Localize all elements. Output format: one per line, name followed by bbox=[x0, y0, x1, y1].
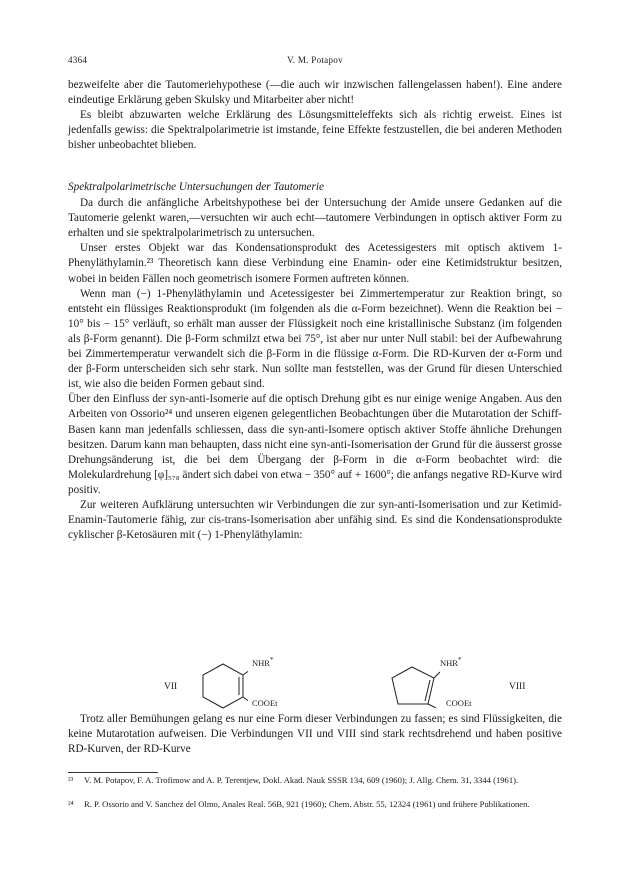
structure-label-viii: VIII bbox=[509, 682, 526, 692]
footnote-23 bbox=[68, 775, 562, 786]
paragraph: Da durch die anfängliche Arbeitshypothese bei der Untersuchung der Amide unsere Gedanken auf die Tautomerie gelenkt waren,—versuchten wir auch echt—tautomere Verbindungen in optisch aktiver Form zu erhalten und sie spektralpolarimetrisch zu untersuchen. bbox=[68, 197, 562, 240]
section-heading: Spektralpolarimetrische Untersuchungen der Tautomerie bbox=[68, 181, 324, 193]
nhr-group-vii: NHR* bbox=[252, 656, 274, 668]
running-head: V. M. Potapov bbox=[287, 55, 343, 65]
footnote-marker: ²³ bbox=[68, 775, 74, 785]
intro-text-block bbox=[68, 78, 562, 153]
closing-text-block bbox=[68, 712, 562, 757]
ester-group-viii: COOEt bbox=[446, 698, 472, 708]
footnote-24 bbox=[68, 799, 562, 810]
paragraph: Trotz aller Bemühungen gelang es nur eine Form dieser Verbindungen zu fassen; es sind Flüssigkeiten, die keine Mutarotation aufweisen. Die Verbindungen VII und VIII sind stark rechtsdrehend und haben positive RD-Kurven, der RD-Kurve bbox=[68, 713, 562, 756]
paragraph: Unser erstes Objekt war das Kondensationsprodukt des Acetessigesters mit optisch aktivem 1-Phenyläthylamin.²³ Theoretisch kann diese Verbindung eine Enamin- oder eine Ketimidstruktur besitzen, wobei in beiden Fällen noch geometrisch isomere Formen auftreten können. bbox=[68, 242, 562, 285]
paragraph: Wenn man (−) 1-Phenyläthylamin und Acetessigester bei Zimmertemperatur zur Reaktion bringt, so entsteht ein flüssiges Reaktionsprodukt (im folgenden als die α-Form bezeichnet). Wenn die Reaktion bei − 10° bis − 15° verläuft, so erhält man ausser der Flüssigkeit noch eine kristallinische Substanz (im folgenden als β-Form genannt). Die β-Form schmilzt etwa bei 75°, ist aber nur unter Null stabil: bei der Aufbewahrung bei Zimmertemperatur verwandelt sich die β-Form in die flüssige α-Form. Die RD-Kurven der α-Form und der β-Form unterscheiden sich sehr stark. Nun sollte man feststellen, was der Grund für diesen Unterschied ist, wie also die beiden Formen gebaut sind. bbox=[68, 287, 562, 391]
page-number: 4364 bbox=[68, 55, 88, 65]
paragraph: bezweifelte aber die Tautomeriehypothese (—die auch wir inzwischen fallengelassen haben!). Eine andere eindeutige Erklärung geben Skulsky und Mitarbeiter aber nicht! bbox=[68, 79, 562, 107]
page-header bbox=[68, 55, 562, 69]
footnote-marker: ²⁴ bbox=[68, 799, 74, 809]
chemical-structures bbox=[68, 656, 562, 712]
structure-label-vii: VII bbox=[164, 682, 178, 692]
paragraph: Zur weiteren Aufklärung untersuchten wir Verbindungen die zur syn-anti-Isomerisation und zur Ketimid-Enamin-Tautomerie fähig, zur cis-trans-Isomerisation aber unfähig sind. Es sind die Kondensationsprodukte cyklischer β-Ketosäuren mit (−) 1-Phenyläthylamin: bbox=[68, 498, 562, 542]
footnote-text: R. P. Ossorio and V. Sanchez del Olmo, Anales Real. 56B, 921 (1960); Chem. Abstr. 55, 12324 (1961) und frühere Publikationen. bbox=[84, 799, 530, 809]
section-text-block bbox=[68, 180, 562, 543]
ester-group-vii: COOEt bbox=[252, 698, 278, 708]
cyclohexene-ring-icon bbox=[198, 662, 248, 710]
nhr-group-viii: NHR* bbox=[440, 656, 462, 668]
footnote-text: V. M. Potapov, F. A. Trofimow and A. P. Terentjew, Dokl. Akad. Nauk SSSR 134, 609 (1960); J. Allg. Chem. 31, 3344 (1961). bbox=[84, 775, 519, 785]
footnote-divider bbox=[68, 772, 158, 773]
cyclopentene-ring-icon bbox=[390, 664, 440, 708]
paragraph: Über den Einfluss der syn-anti-Isomerie auf die optisch Drehung gibt es nur einige wenige Angaben. Aus den Arbeiten von Ossorio²⁴ und unseren eigenen gelegentlichen Beobachtungen über die Mutarotation der Schiff-Basen kann man jedenfalls schliessen, dass die syn-anti-Isomere optisch aktiver Stoffe ähnliche Drehungen besitzen. Darum kann man behaupten, dass nicht eine syn-anti-Isomerisation der Grund für die äusserst grosse Drehungsänderung ist, die bei dem Übergang der β-Form in die α-Form beobachtet wird: die Molekulardrehung [φ]₅₇₈ ändert sich dabei von etwa − 350° auf + 1600°; die anfangs negative RD-Kurve wird positiv. bbox=[68, 393, 562, 496]
paragraph: Es bleibt abzuwarten welche Erklärung des Lösungsmitteleffekts sich als richtig erweist. Eines ist jedenfalls gewiss: die Spektralpolarimetrie ist imstande, feine Effekte festzustellen, die bei anderen Methoden bisher unbeobachtet blieben. bbox=[68, 109, 562, 152]
